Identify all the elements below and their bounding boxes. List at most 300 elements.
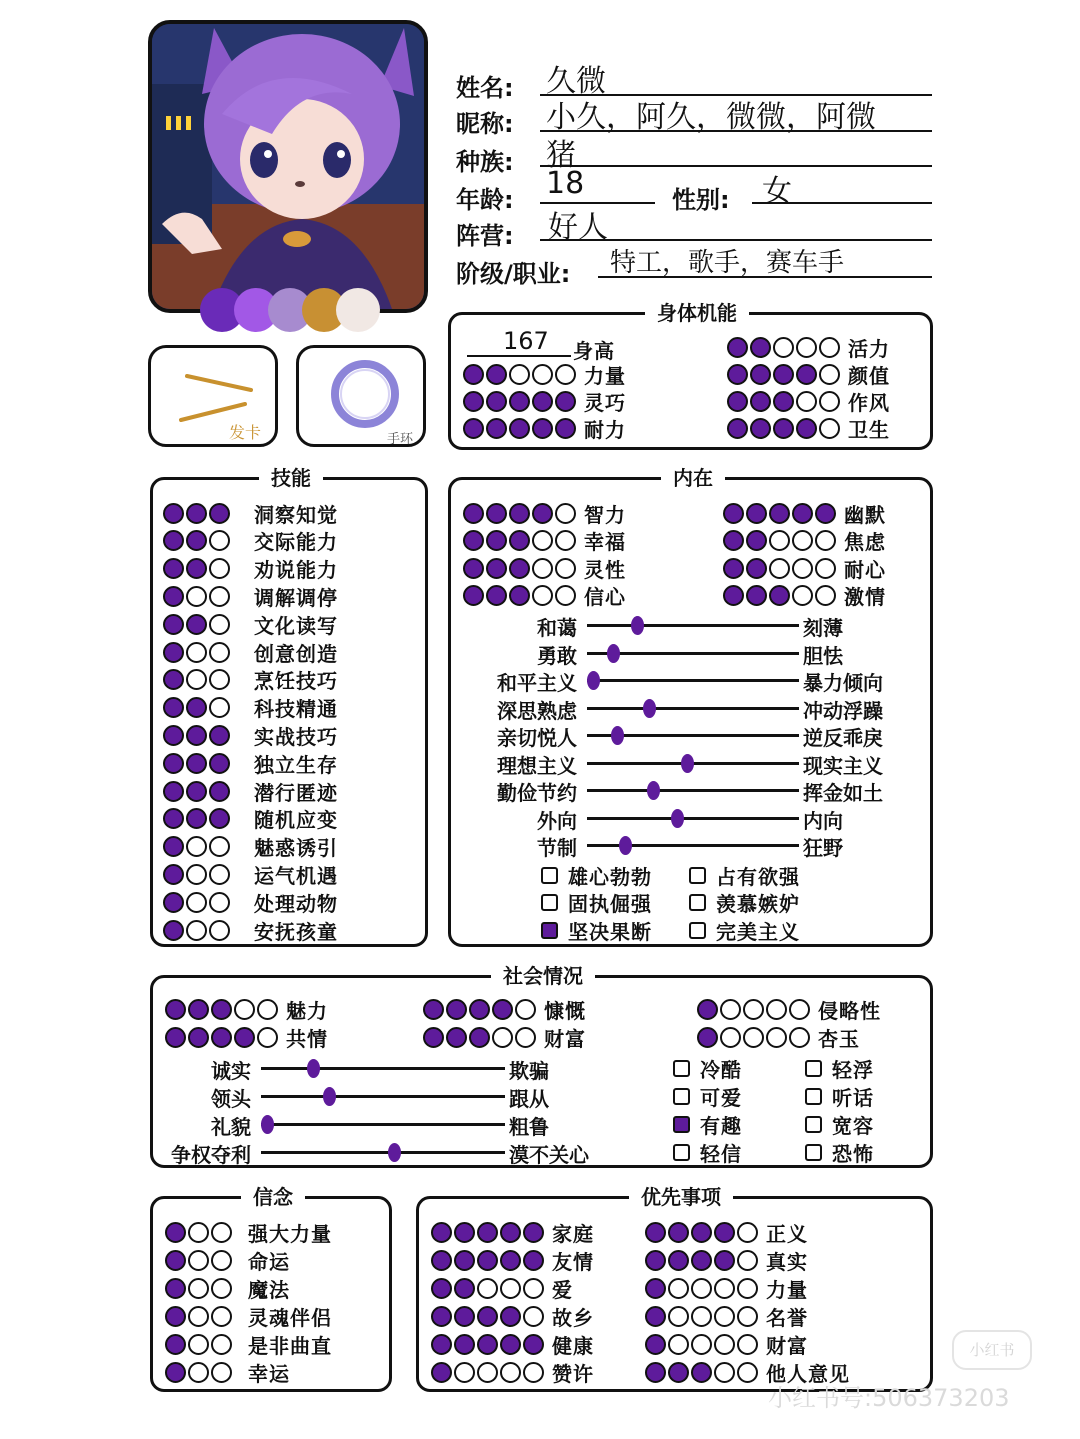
trait-slider[interactable] [451, 640, 899, 666]
rating-dots [163, 836, 230, 857]
rating-row [697, 996, 881, 1022]
gender-label: 性别: [672, 186, 730, 214]
race-underline [540, 165, 932, 167]
rating-dot [792, 530, 813, 551]
checkbox-unchecked[interactable] [673, 1144, 690, 1161]
rating-dot [766, 1027, 787, 1048]
rating-dot [668, 1278, 689, 1299]
rating-label: 魅惑诱引 [254, 836, 338, 861]
rating-dots [645, 1278, 758, 1299]
rating-row [727, 361, 890, 387]
trait-slider[interactable] [153, 1111, 605, 1137]
color-swatch [336, 288, 380, 332]
rating-dot [509, 503, 530, 524]
rating-dot [188, 1334, 209, 1355]
trait-slider[interactable] [451, 695, 899, 721]
rating-label: 友情 [552, 1249, 594, 1274]
checkbox-label: 雄心勃勃 [568, 864, 652, 889]
trait-checkbox[interactable] [805, 1055, 874, 1081]
rating-dots [163, 864, 230, 885]
rating-dot [523, 1362, 544, 1383]
rating-dot [815, 530, 836, 551]
rating-label: 随机应变 [254, 808, 338, 833]
rating-dot [165, 1027, 186, 1048]
rating-label: 独立生存 [254, 752, 338, 777]
rating-row [165, 1331, 332, 1357]
checkbox-unchecked[interactable] [673, 1060, 690, 1077]
rating-dots [723, 503, 836, 524]
rating-label: 灵魂伴侣 [248, 1305, 332, 1330]
rating-row [463, 583, 626, 609]
slider-knob[interactable] [307, 1059, 320, 1078]
inner-section [448, 466, 933, 947]
rating-dot [691, 1222, 712, 1243]
rating-row [163, 639, 338, 665]
rating-row [463, 528, 626, 554]
rating-dot [523, 1250, 544, 1271]
trait-checkbox[interactable] [689, 917, 800, 943]
rating-dot [454, 1334, 475, 1355]
rating-dot [431, 1278, 452, 1299]
rating-dot [486, 418, 507, 439]
trait-slider[interactable] [153, 1055, 605, 1081]
rating-row [463, 500, 626, 526]
slider-left-label: 理想主义 [497, 753, 577, 778]
rating-dot [211, 1278, 232, 1299]
rating-label: 命运 [248, 1249, 290, 1274]
rating-row [645, 1247, 808, 1273]
rating-dot [769, 530, 790, 551]
slider-right-label: 胆怯 [803, 643, 843, 668]
rating-dot [163, 781, 184, 802]
rating-dot [815, 503, 836, 524]
rating-dot [165, 1278, 186, 1299]
rating-dot [454, 1362, 475, 1383]
rating-dot [723, 558, 744, 579]
rating-row [723, 500, 886, 526]
trait-checkbox[interactable] [805, 1111, 874, 1137]
rating-dots [723, 585, 836, 606]
rating-row [163, 556, 338, 582]
rating-dot [819, 391, 840, 412]
slider-knob[interactable] [607, 644, 620, 663]
rating-row [431, 1303, 594, 1329]
rating-dot [186, 753, 207, 774]
rating-dots [723, 530, 836, 551]
slider-knob[interactable] [261, 1115, 274, 1134]
rating-dot [766, 999, 787, 1020]
social-section [150, 964, 933, 1168]
rating-dot [209, 503, 230, 524]
trait-slider[interactable] [451, 667, 899, 693]
rating-dot [477, 1278, 498, 1299]
rating-dot [773, 418, 794, 439]
rating-dot [509, 558, 530, 579]
trait-slider[interactable] [451, 722, 899, 748]
rating-dot [477, 1306, 498, 1327]
rating-dot [492, 1027, 513, 1048]
checkbox-label: 轻浮 [832, 1057, 874, 1082]
rating-dot [188, 1250, 209, 1271]
rating-label: 耐心 [844, 557, 886, 582]
rating-dot [209, 642, 230, 663]
slider-track[interactable] [261, 1123, 505, 1126]
rating-dot [668, 1306, 689, 1327]
gender-value: 女 [762, 174, 792, 209]
rating-label: 颜值 [848, 363, 890, 388]
rating-dot [555, 391, 576, 412]
rating-row [645, 1275, 808, 1301]
job-label: 阶级/职业: [456, 260, 571, 288]
rating-dot [446, 999, 467, 1020]
slider-knob[interactable] [681, 754, 694, 773]
rating-dot [691, 1278, 712, 1299]
item-caption: 手环 [387, 432, 414, 447]
rating-row [163, 722, 338, 748]
faction-label: 阵营: [456, 222, 514, 250]
rating-row [727, 415, 890, 441]
rating-label: 慷慨 [544, 998, 586, 1023]
rating-dot [186, 725, 207, 746]
slider-left-label: 诚实 [211, 1059, 251, 1083]
rating-dot [165, 1362, 186, 1383]
rating-dot [209, 753, 230, 774]
rating-dot [211, 1306, 232, 1327]
rating-dot [209, 558, 230, 579]
rating-row [163, 778, 338, 804]
rating-label: 调解调停 [254, 585, 338, 610]
rating-label: 激情 [844, 585, 886, 609]
rating-dot [186, 864, 207, 885]
rating-dots [727, 391, 840, 412]
rating-dot [431, 1250, 452, 1271]
rating-dot [211, 999, 232, 1020]
rating-dot [234, 999, 255, 1020]
rating-dots [697, 1027, 810, 1048]
slider-knob[interactable] [647, 781, 660, 800]
checkbox-unchecked[interactable] [689, 894, 706, 911]
checkbox-unchecked[interactable] [673, 1088, 690, 1105]
rating-row [727, 388, 890, 414]
rating-label: 名誉 [766, 1305, 808, 1330]
faction-underline [540, 239, 932, 241]
checkbox-unchecked[interactable] [805, 1144, 822, 1161]
slider-track[interactable] [261, 1151, 505, 1154]
checkbox-unchecked[interactable] [805, 1060, 822, 1077]
rating-dot [737, 1222, 758, 1243]
rating-dot [750, 418, 771, 439]
trait-checkbox[interactable] [541, 862, 652, 888]
rating-dot [523, 1334, 544, 1355]
section-title: 技能 [259, 464, 323, 492]
slider-track[interactable] [587, 624, 799, 627]
trait-checkbox[interactable] [689, 890, 800, 916]
rating-dots [165, 1334, 232, 1355]
rating-dot [737, 1306, 758, 1327]
slider-left-label: 深思熟虑 [497, 698, 577, 723]
slider-left-label: 勇敢 [537, 643, 577, 668]
rating-dot [555, 558, 576, 579]
rating-dots [423, 1027, 536, 1048]
slider-knob[interactable] [388, 1143, 401, 1162]
section-title: 内在 [661, 464, 725, 492]
slider-right-label: 挥金如土 [803, 781, 883, 805]
rating-row [163, 500, 338, 526]
rating-dot [186, 642, 207, 663]
rating-dots [163, 669, 230, 690]
rating-dot [532, 530, 553, 551]
rating-dot [186, 558, 207, 579]
faction-value: 好人 [548, 210, 608, 245]
rating-dot [186, 669, 207, 690]
rating-label: 文化读写 [254, 613, 338, 638]
rating-dot [746, 585, 767, 606]
rating-label: 灵巧 [584, 390, 626, 415]
slider-left-label: 勤俭节约 [497, 781, 577, 805]
rating-dot [211, 1222, 232, 1243]
rating-dot [737, 1278, 758, 1299]
rating-dot [523, 1306, 544, 1327]
rating-row [645, 1303, 808, 1329]
rating-dot [188, 999, 209, 1020]
rating-label: 信心 [584, 585, 626, 609]
checkbox-unchecked[interactable] [541, 894, 558, 911]
rating-dot [819, 364, 840, 385]
rating-dot [737, 1362, 758, 1383]
slider-knob[interactable] [643, 699, 656, 718]
rating-dots [163, 586, 230, 607]
rating-dots [463, 503, 576, 524]
rating-dot [454, 1306, 475, 1327]
trait-checkbox[interactable] [541, 917, 652, 943]
rating-dot [789, 1027, 810, 1048]
age-label: 年龄: [456, 186, 514, 214]
slider-left-label: 节制 [537, 836, 577, 860]
rating-row [463, 361, 626, 387]
rating-dot [555, 418, 576, 439]
rating-dot [163, 892, 184, 913]
rating-dot [463, 391, 484, 412]
job-underline [598, 276, 932, 278]
rating-dot [500, 1306, 521, 1327]
rating-dot [555, 364, 576, 385]
rating-dot [792, 585, 813, 606]
trait-checkbox[interactable] [673, 1139, 742, 1165]
rating-dots [463, 558, 576, 579]
rating-dot [209, 725, 230, 746]
slider-track[interactable] [587, 707, 799, 710]
rating-dots [645, 1362, 758, 1383]
slider-track[interactable] [587, 679, 799, 682]
rating-dot [209, 808, 230, 829]
item-box-bracelet [296, 345, 426, 447]
rating-dot [773, 364, 794, 385]
slider-knob[interactable] [619, 836, 632, 855]
trait-slider[interactable] [451, 612, 899, 638]
rating-dot [209, 530, 230, 551]
rating-label: 灵性 [584, 557, 626, 582]
rating-label: 实战技巧 [254, 724, 338, 749]
checkbox-unchecked[interactable] [805, 1116, 822, 1133]
rating-label: 耐力 [584, 417, 626, 442]
checkbox-label: 宽容 [832, 1113, 874, 1138]
trait-slider[interactable] [451, 832, 899, 858]
rating-dot [486, 558, 507, 579]
rating-dots [423, 999, 536, 1020]
rating-dot [211, 1362, 232, 1383]
rating-dot [668, 1222, 689, 1243]
rating-dot [486, 585, 507, 606]
rating-row [163, 667, 338, 693]
beliefs-section [150, 1185, 392, 1392]
rating-dot [720, 1027, 741, 1048]
trait-checkbox[interactable] [673, 1083, 742, 1109]
rating-row [463, 555, 626, 581]
slider-knob[interactable] [631, 616, 644, 635]
trait-slider[interactable] [153, 1083, 605, 1109]
rating-dot [743, 1027, 764, 1048]
rating-dots [431, 1334, 544, 1355]
rating-dot [750, 391, 771, 412]
rating-dot [819, 337, 840, 358]
age-value: 18 [546, 166, 585, 201]
slider-knob[interactable] [587, 671, 600, 690]
skills-section [150, 466, 428, 947]
slider-knob[interactable] [323, 1087, 336, 1106]
name-label: 姓名: [456, 74, 514, 102]
slider-track[interactable] [587, 789, 799, 792]
slider-knob[interactable] [671, 809, 684, 828]
rating-dot [769, 585, 790, 606]
rating-dot [257, 999, 278, 1020]
checkbox-checked[interactable] [541, 922, 558, 939]
rating-row [431, 1275, 573, 1301]
checkbox-label: 恐怖 [832, 1141, 874, 1166]
character-illustration [152, 24, 424, 309]
rating-dot [500, 1278, 521, 1299]
rating-dot [209, 586, 230, 607]
checkbox-unchecked[interactable] [689, 867, 706, 884]
checkbox-checked[interactable] [673, 1116, 690, 1133]
rating-label: 故乡 [552, 1305, 594, 1330]
rating-dot [769, 503, 790, 524]
rating-row [165, 1275, 290, 1301]
section-title: 身体机能 [645, 299, 749, 327]
rating-dots [165, 1278, 232, 1299]
trait-slider[interactable] [153, 1139, 605, 1165]
trait-checkbox[interactable] [541, 890, 652, 916]
slider-left-label: 礼貌 [211, 1115, 251, 1139]
rating-dot [186, 836, 207, 857]
slider-track[interactable] [261, 1067, 505, 1070]
rating-dot [645, 1334, 666, 1355]
rating-dot [720, 999, 741, 1020]
rating-label: 安抚孩童 [254, 919, 338, 944]
rating-dot [431, 1334, 452, 1355]
rating-dot [819, 418, 840, 439]
rating-dots [431, 1362, 544, 1383]
checkbox-unchecked[interactable] [541, 867, 558, 884]
item-caption: 发卡 [229, 423, 262, 442]
trait-checkbox[interactable] [805, 1139, 874, 1165]
nickname-label: 昵称: [456, 110, 514, 138]
trait-checkbox[interactable] [673, 1055, 742, 1081]
rating-dot [796, 337, 817, 358]
rating-dot [423, 999, 444, 1020]
rating-dots [463, 585, 576, 606]
rating-dot [431, 1362, 452, 1383]
rating-dot [645, 1222, 666, 1243]
rating-dot [209, 614, 230, 635]
rating-row [165, 1247, 290, 1273]
checkbox-label: 有趣 [700, 1113, 742, 1138]
rating-dot [209, 836, 230, 857]
height-value: 167 [503, 327, 549, 355]
slider-knob[interactable] [611, 726, 624, 745]
rating-dot [727, 418, 748, 439]
slider-track[interactable] [261, 1095, 505, 1098]
checkbox-unchecked[interactable] [805, 1088, 822, 1105]
rating-dot [477, 1250, 498, 1271]
slider-right-label: 跟从 [509, 1087, 549, 1111]
trait-checkbox[interactable] [805, 1083, 874, 1109]
rating-label: 活力 [848, 336, 890, 361]
rating-row [163, 917, 338, 943]
rating-dots [723, 558, 836, 579]
checkbox-label: 轻信 [700, 1141, 742, 1166]
rating-label: 劝说能力 [254, 558, 338, 583]
trait-slider[interactable] [451, 777, 899, 803]
rating-dot [163, 725, 184, 746]
trait-checkbox[interactable] [689, 862, 800, 888]
rating-dot [163, 920, 184, 941]
slider-track[interactable] [587, 817, 799, 820]
rating-dot [163, 808, 184, 829]
trait-checkbox[interactable] [673, 1111, 742, 1137]
rating-dots [163, 808, 230, 829]
rating-dot [714, 1334, 735, 1355]
rating-label: 幸福 [584, 530, 626, 554]
rating-dot [645, 1250, 666, 1271]
rating-dot [165, 1334, 186, 1355]
rating-dot [500, 1362, 521, 1383]
rating-dot [691, 1306, 712, 1327]
rating-row [163, 806, 338, 832]
rating-dot [532, 364, 553, 385]
rating-row [165, 1219, 332, 1245]
race-value: 猪 [546, 138, 576, 173]
rating-dot [714, 1250, 735, 1271]
rating-dot [515, 999, 536, 1020]
rating-dot [523, 1278, 544, 1299]
rating-row [423, 1024, 586, 1050]
rating-label: 健康 [552, 1333, 594, 1358]
rating-dot [188, 1306, 209, 1327]
trait-slider[interactable] [451, 805, 899, 831]
checkbox-label: 完美主义 [716, 919, 800, 944]
checkbox-unchecked[interactable] [689, 922, 706, 939]
rating-row [165, 1303, 332, 1329]
rating-dot [509, 418, 530, 439]
rating-row [727, 334, 890, 360]
rating-dot [727, 391, 748, 412]
nickname-value: 小久，阿久，微微，阿微 [546, 100, 876, 135]
rating-dot [773, 337, 794, 358]
trait-slider[interactable] [451, 750, 899, 776]
rating-dot [532, 391, 553, 412]
rating-dot [234, 1027, 255, 1048]
rating-row [165, 996, 328, 1022]
